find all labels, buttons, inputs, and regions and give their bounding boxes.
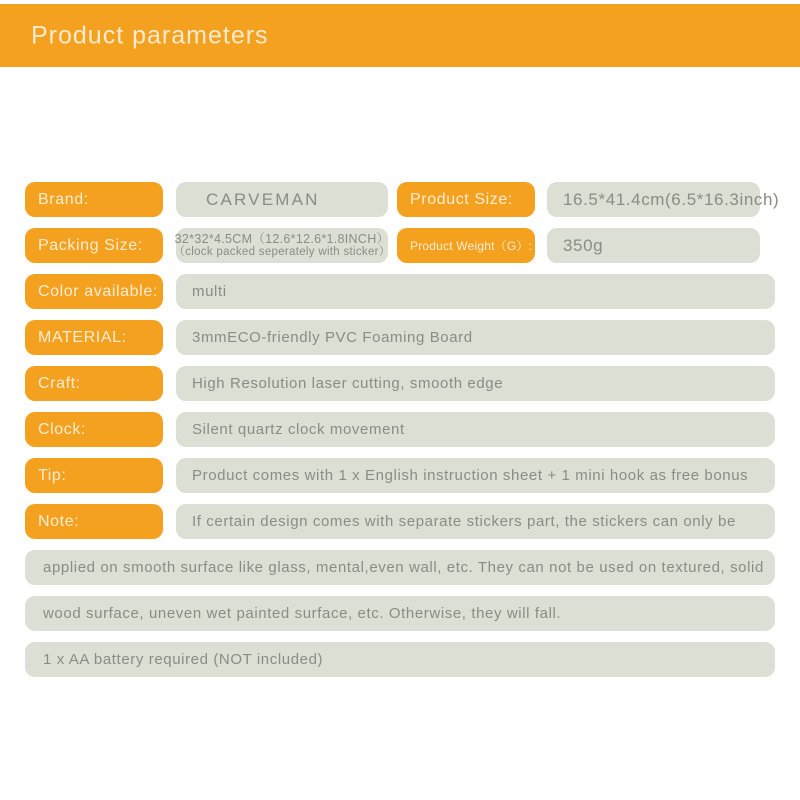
param-label-brand: Brand: xyxy=(25,182,163,217)
param-value-color-available: multi xyxy=(176,274,775,309)
param-value-note: If certain design comes with separate stickers part, the stickers can only be xyxy=(176,504,775,539)
param-value-packing-size xyxy=(173,228,391,263)
table-row xyxy=(0,274,800,309)
param-value-brand: CARVEMAN xyxy=(176,182,388,217)
header-band xyxy=(0,4,800,67)
note-continuation-line-2: wood surface, uneven wet painted surface, etc. Otherwise, they will fall. xyxy=(25,596,775,631)
table-row xyxy=(0,596,800,631)
param-label-note: Note: xyxy=(25,504,163,539)
param-label-packing-size: Packing Size: xyxy=(25,228,163,263)
param-label-product-size: Product Size: xyxy=(397,182,535,217)
battery-note: 1 x AA battery required (NOT included) xyxy=(25,642,775,677)
table-row xyxy=(0,182,800,217)
param-label-material: MATERIAL: xyxy=(25,320,163,355)
page-title: Product parameters xyxy=(31,21,269,49)
table-row xyxy=(0,504,800,539)
param-value-tip: Product comes with 1 x English instruction sheet + 1 mini hook as free bonus xyxy=(176,458,775,493)
table-row xyxy=(0,458,800,493)
param-value-clock: Silent quartz clock movement xyxy=(176,412,775,447)
note-continuation-line-1: applied on smooth surface like glass, mental,even wall, etc. They can not be used on textured, solid xyxy=(25,550,775,585)
param-value-product-size: 16.5*41.4cm(6.5*16.3inch) xyxy=(547,182,760,217)
param-label-product-weight: Product Weight（G）: xyxy=(397,228,535,263)
table-row xyxy=(0,550,800,585)
packing-size-line1: 32*32*4.5CM（12.6*12.6*1.8INCH） xyxy=(174,232,390,246)
table-row xyxy=(0,320,800,355)
param-value-material: 3mmECO-friendly PVC Foaming Board xyxy=(176,320,775,355)
parameters-table xyxy=(0,182,800,688)
table-row xyxy=(0,366,800,401)
param-label-clock: Clock: xyxy=(25,412,163,447)
table-row xyxy=(0,228,800,263)
param-label-tip: Tip: xyxy=(25,458,163,493)
param-label-color-available: Color available: xyxy=(25,274,163,309)
packing-size-line2: （clock packed seperately with sticker） xyxy=(173,246,391,258)
param-label-craft: Craft: xyxy=(25,366,163,401)
table-row xyxy=(0,642,800,677)
param-value-craft: High Resolution laser cutting, smooth edge xyxy=(176,366,775,401)
table-row xyxy=(0,412,800,447)
param-value-product-weight: 350g xyxy=(547,228,760,263)
